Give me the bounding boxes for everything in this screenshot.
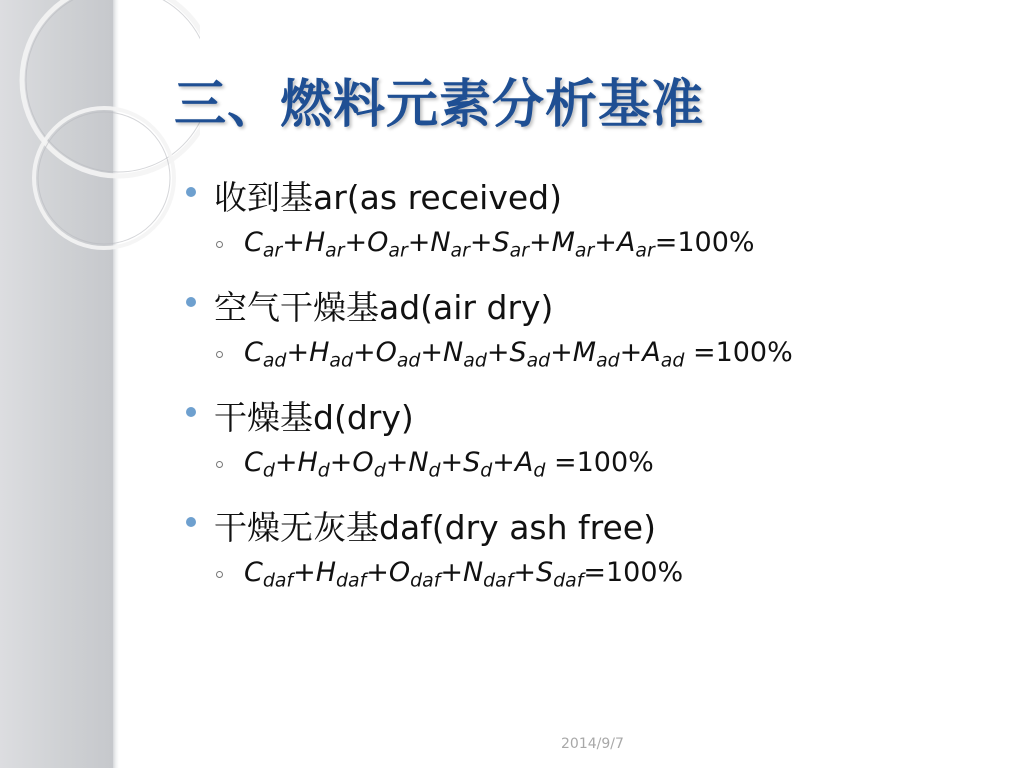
- formula-term: $S_{daf}$: [536, 557, 584, 592]
- formula-term: $N_{daf}$: [462, 557, 514, 592]
- formula-term: $A_{ar}$: [616, 227, 655, 262]
- formula-term: $C_d$: [244, 447, 275, 482]
- formula-term: $N_{ar}$: [430, 227, 470, 262]
- formula-term: $S_d$: [463, 447, 493, 482]
- bullet-dot-icon: [186, 187, 196, 197]
- formula-term: $H_{daf}$: [315, 557, 367, 592]
- formula-term: $N_{ad}$: [443, 337, 487, 372]
- bullet-as-received: 收到基ar(as received): [214, 178, 562, 217]
- formula-term: $A_d$: [514, 447, 546, 482]
- formula-term: $H_d$: [297, 447, 330, 482]
- formula-term: $O_d$: [352, 447, 386, 482]
- formula-term: $C_{ad}$: [244, 337, 287, 372]
- formula-dry: $C_d+H_d+O_d+N_d+S_d+A_d =100\%$: [244, 447, 654, 482]
- formula-term: $O_{ar}$: [367, 227, 408, 262]
- formula-term: $M_{ad}$: [572, 337, 620, 372]
- sub-bullet-circle-icon: [216, 461, 223, 468]
- footer-date: 2014/9/7: [561, 736, 624, 752]
- formula-air-dry: $C_{ad}+H_{ad}+O_{ad}+N_{ad}+S_{ad}+M_{ad}+A_{ad} =100\%$: [244, 337, 793, 372]
- formula-rhs: =100%: [583, 557, 684, 588]
- bullet-dot-icon: [186, 517, 196, 527]
- formula-rhs: =100%: [684, 337, 793, 368]
- formula-rhs: =100%: [545, 447, 654, 478]
- formula-term: $S_{ar}$: [492, 227, 529, 262]
- formula-dry-ash-free: $C_{daf}+H_{daf}+O_{daf}+N_{daf}+S_{daf}=100\%$: [244, 557, 684, 592]
- sub-bullet-circle-icon: [216, 241, 223, 248]
- bullet-dot-icon: [186, 297, 196, 307]
- formula-as-received: $C_{ar}+H_{ar}+O_{ar}+N_{ar}+S_{ar}+M_{ar}+A_{ar}=100\%$: [244, 227, 755, 262]
- bullet-dry: 干燥基d(dry): [214, 398, 414, 437]
- bullet-dry-ash-free: 干燥无灰基daf(dry ash free): [214, 508, 656, 547]
- bullet-dot-icon: [186, 407, 196, 417]
- bullet-air-dry: 空气干燥基ad(air dry): [214, 288, 554, 327]
- formula-term: $H_{ad}$: [309, 337, 353, 372]
- formula-term: $S_{ad}$: [509, 337, 551, 372]
- sub-bullet-circle-icon: [216, 571, 223, 578]
- formula-rhs: =100%: [654, 227, 755, 258]
- formula-term: $C_{ar}$: [244, 227, 283, 262]
- sub-bullet-circle-icon: [216, 351, 223, 358]
- slide-title: 三、燃料元素分析基准: [174, 75, 705, 135]
- formula-term: $C_{daf}$: [244, 557, 294, 592]
- decorative-circles: [0, 0, 200, 260]
- formula-term: $O_{daf}$: [388, 557, 441, 592]
- formula-term: $O_{ad}$: [375, 337, 421, 372]
- formula-term: $N_d$: [408, 447, 441, 482]
- formula-term: $H_{ar}$: [304, 227, 345, 262]
- formula-term: $M_{ar}$: [551, 227, 595, 262]
- formula-term: $A_{ad}$: [642, 337, 685, 372]
